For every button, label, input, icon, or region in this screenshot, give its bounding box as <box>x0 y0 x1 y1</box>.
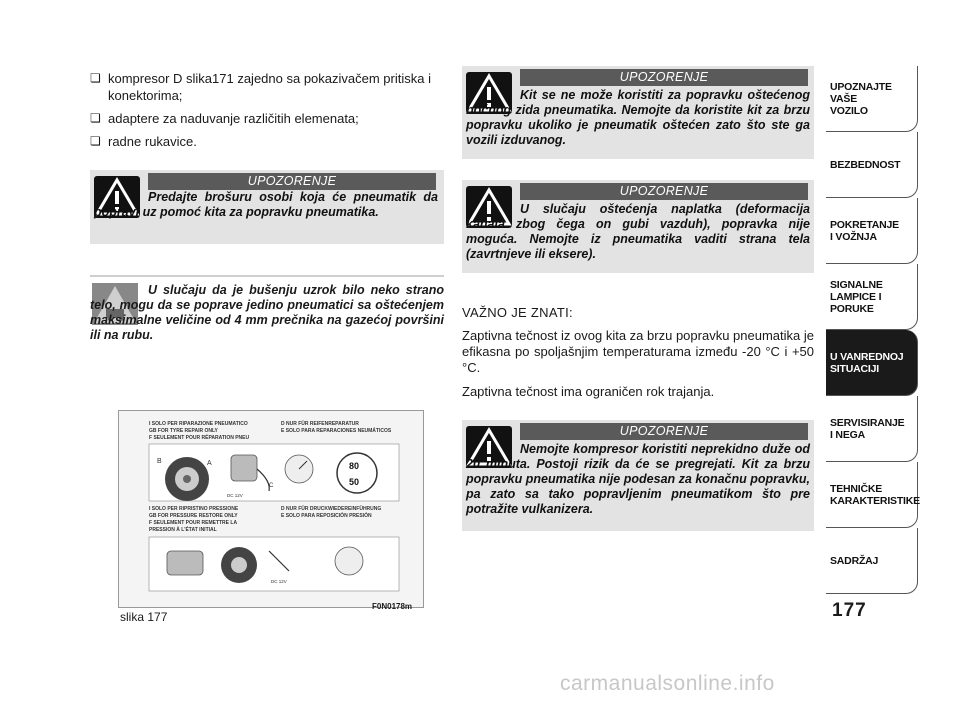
sidebar-tab-bezbednost[interactable] <box>826 132 918 198</box>
sidebar-tab-label: SADRŽAJ <box>830 554 879 567</box>
section-heading: VAŽNO JE ZNATI: <box>462 305 573 320</box>
compressor-illustration <box>231 455 257 481</box>
speed-limit-top: 80 <box>349 461 360 471</box>
figure-mark: B <box>157 458 162 465</box>
warning-bar: UPOZORENJE <box>520 69 808 86</box>
sidebar-tab-label: POKRETANJE I VOŽNJA <box>830 218 899 243</box>
warning-bar: UPOZORENJE <box>148 173 436 190</box>
sidebar-tab-vanredna[interactable] <box>826 330 918 396</box>
speed-limit-sign <box>337 453 377 493</box>
sidebar-tab-servisiranje[interactable] <box>826 396 918 462</box>
chapter-sidebar <box>826 66 918 594</box>
figure-caption: PRESSION À L'ÉTAT INITIAL <box>149 527 217 533</box>
list-item: ❏ adaptere za naduvanje različitih elemenata; <box>90 110 448 127</box>
note-text: U slučaju da je bušenju uzrok bilo neko strano telo, mogu da se poprave jedino pneumatici sa oštećenjem maksimalne veličine od 4 mm prečnika na gazećoj površini ili na rubu. <box>90 283 444 342</box>
page-number: 177 <box>832 600 867 621</box>
figure-mark: DC 12V <box>227 493 243 498</box>
body-paragraph: Zaptivna tečnost ima ograničen rok trajanja. <box>462 384 715 399</box>
sidebar-tab-label: TEHNIČKE KARAKTERISTIKE <box>830 482 920 507</box>
warning-box <box>90 170 444 244</box>
warning-box <box>462 66 814 159</box>
sidebar-tab-label: U VANREDNOJ SITUACIJI <box>830 350 904 375</box>
warning-bar: UPOZORENJE <box>520 423 808 440</box>
warning-box <box>462 180 814 273</box>
body-paragraph: Zaptivna tečnost iz ovog kita za brzu popravku pneumatika je efikasna po spoljašnjim temperaturama između -20 °C i +50 °C. <box>462 328 814 375</box>
list-item: ❏ radne rukavice. <box>90 133 448 150</box>
figure-caption: I SOLO PER RIPARAZIONE PNEUMATICO <box>149 421 248 427</box>
figure-label: slika 177 <box>120 610 168 624</box>
figure-caption: GB FOR PRESSURE RESTORE ONLY <box>149 513 238 519</box>
equipment-list <box>90 70 448 156</box>
sidebar-tab-label: UPOZNAJTE VAŠE VOZILO <box>830 80 892 117</box>
warning-text: Kit se ne može koristiti za popravku oštećenog bočnog zida pneumatika. Nemojte da koristite kit za brzu popravku ukoliko je pneumatik oštećen zato što ste ga vozili izduvanog. <box>466 88 810 147</box>
watermark: carmanualsonline.info <box>560 672 775 695</box>
compressor-illustration <box>167 551 203 575</box>
figure-mark: C <box>269 483 274 489</box>
sidebar-tab-signalne[interactable] <box>826 264 918 330</box>
figure-mark: DC 12V <box>271 579 287 584</box>
figure-caption: F SEULEMENT POUR REMETTRE LA <box>149 520 238 526</box>
warning-text: U slučaju oštećenja naplatka (deformacija kanala zbog čega on gubi vazduh), popravka nije moguća. Nemojte iz pneumatika vaditi strana tela (zavrtnjeve ili eksere). <box>466 202 810 261</box>
figure-caption: F SEULEMENT POUR RÉPARATION PNEU <box>149 435 250 441</box>
sidebar-tab-label: BEZBEDNOST <box>830 158 901 171</box>
figure-mark: A <box>207 460 212 467</box>
speed-limit-bottom: 50 <box>349 477 360 487</box>
figure-caption: GB FOR TYRE REPAIR ONLY <box>149 428 218 434</box>
figure-caption: E SOLO PARA REPARACIONES NEUMÁTICOS <box>281 428 392 434</box>
sidebar-tab-upoznajte[interactable] <box>826 66 918 132</box>
sidebar-tab-label: SIGNALNE LAMPICE I PORUKE <box>830 278 883 315</box>
list-item: ❏ kompresor D slika171 zajedno sa pokazivačem pritiska i konektorima; <box>90 70 448 104</box>
warning-text: Predajte brošuru osobi koja će pneumatik da popravi uz pomoć kita za popravku pneumatika. <box>94 190 438 219</box>
sidebar-tab-tehnicke[interactable] <box>826 462 918 528</box>
figure-code: F0N0178m <box>372 602 413 611</box>
gauge-illustration <box>335 547 363 575</box>
sidebar-tab-label: SERVISIRANJE I NEGA <box>830 416 905 441</box>
divider <box>90 275 444 277</box>
warning-text: Nemojte kompresor koristiti neprekidno duže od 20 minuta. Postoji rizik da će se pregrejati. Kit za brzu popravku pneumatika nije podesan za konačnu popravku, pa zato sa tako popravljenim pneumatikom što pre potražite vulkanizera. <box>466 442 810 516</box>
warning-bar: UPOZORENJE <box>520 183 808 200</box>
figure-caption: D NUR FÜR REIFENREPARATUR <box>281 421 359 427</box>
figure-caption: I SOLO PER RIPRISTINO PRESSIONE <box>149 506 239 512</box>
sidebar-tab-pokretanje[interactable] <box>826 198 918 264</box>
info-note <box>90 275 444 343</box>
repair-kit-label-figure <box>118 410 424 608</box>
sidebar-tab-sadrzaj[interactable] <box>826 528 918 594</box>
warning-box <box>462 420 814 531</box>
figure-caption: D NUR FÜR DRUCKWIEDEREINFÜHRUNG <box>281 506 382 512</box>
figure-caption: E SOLO PARA REPOSICIÓN PRESIÓN <box>281 513 372 519</box>
